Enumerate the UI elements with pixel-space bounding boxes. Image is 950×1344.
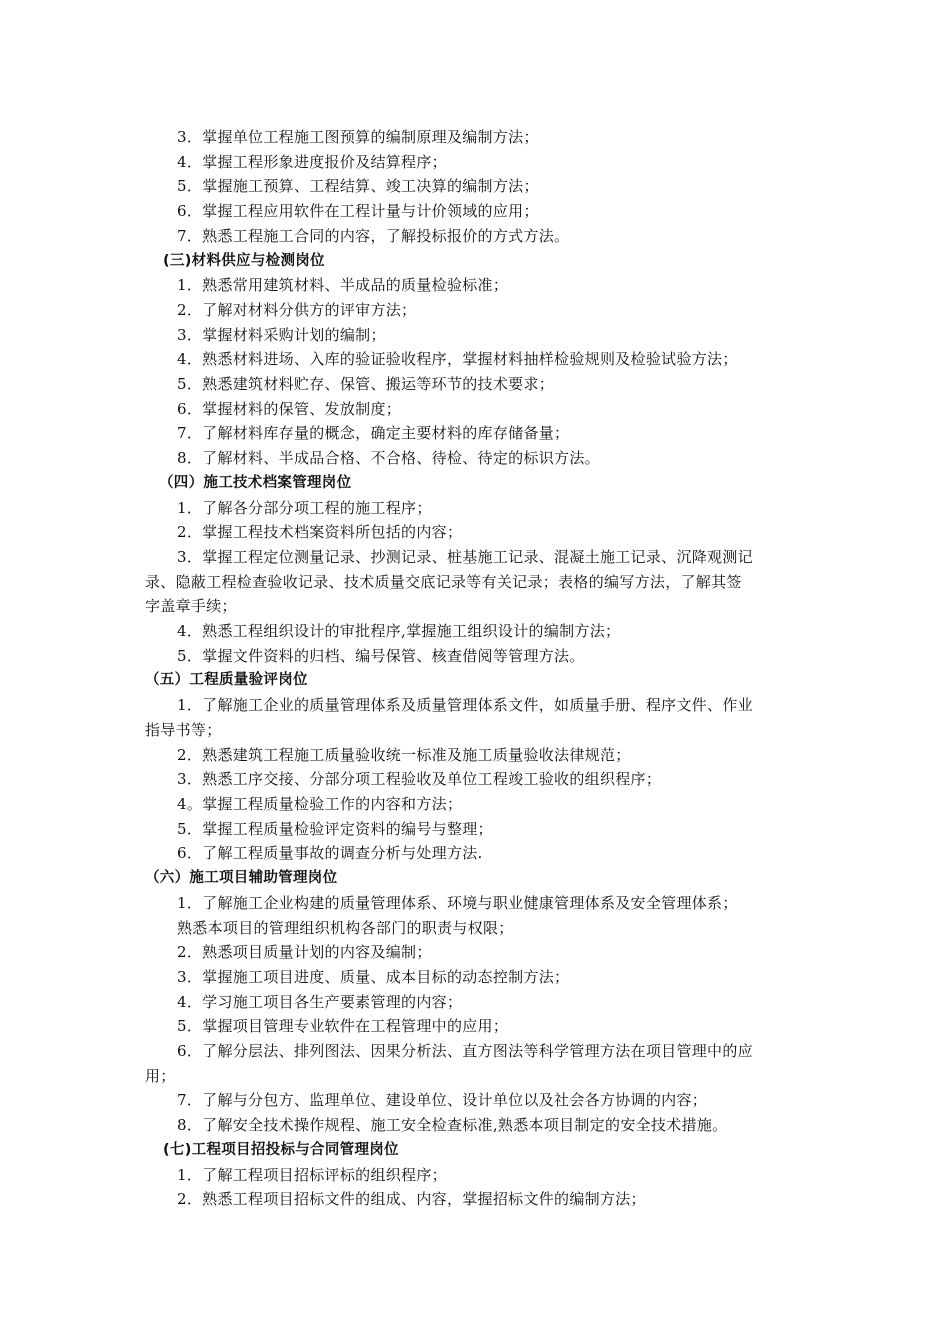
section-heading: （四）施工技术档案管理岗位 bbox=[159, 474, 352, 491]
list-item-continuation: 指导书等； bbox=[145, 720, 222, 739]
list-item: 8．了解材料、半成品合格、不合格、待检、待定的标识方法。 bbox=[177, 449, 600, 468]
list-item: 7．熟悉工程施工合同的内容，了解投标报价的方式方法。 bbox=[177, 226, 570, 245]
list-item: 5．掌握项目管理专业软件在工程管理中的应用； bbox=[177, 1017, 509, 1036]
list-item: 6．掌握工程应用软件在工程计量与计价领域的应用； bbox=[177, 202, 539, 221]
list-item: 4．熟悉工程组织设计的审批程序,掌握施工组织设计的编制方法； bbox=[177, 622, 621, 641]
list-item: 2．熟悉项目质量计划的内容及编制； bbox=[177, 943, 432, 962]
list-item-continuation: 熟悉本项目的管理组织机构各部门的职责与权限； bbox=[177, 918, 514, 937]
section-heading: (三)材料供应与检测岗位 bbox=[163, 252, 325, 269]
document-body bbox=[145, 125, 809, 1212]
list-item: 4。掌握工程质量检验工作的内容和方法； bbox=[177, 794, 463, 813]
list-item-continuation: 用； bbox=[145, 1066, 176, 1085]
list-item: 3．掌握施工项目进度、质量、成本目标的动态控制方法； bbox=[177, 967, 570, 986]
list-item: 6．了解工程质量事故的调查分析与处理方法. bbox=[177, 844, 483, 863]
list-item: 8．了解安全技术操作规程、施工安全检查标准,熟悉本项目制定的安全技术措施。 bbox=[177, 1116, 728, 1135]
list-item: 4．掌握工程形象进度报价及结算程序； bbox=[177, 152, 447, 171]
list-item: 1．了解施工企业构建的质量管理体系、环境与职业健康管理体系及安全管理体系； bbox=[177, 893, 738, 912]
list-item: 6．掌握材料的保管、发放制度； bbox=[177, 399, 402, 418]
list-item: 5．掌握施工预算、工程结算、竣工决算的编制方法； bbox=[177, 177, 539, 196]
list-item: 3．掌握单位工程施工图预算的编制原理及编制方法； bbox=[177, 128, 539, 146]
list-item: 6．了解分层法、排列图法、因果分析法、直方图法等科学管理方法在项目管理中的应 bbox=[177, 1042, 753, 1061]
section-heading: （六）施工项目辅助管理岗位 bbox=[145, 870, 338, 887]
list-item: 1．了解工程项目招标评标的组织程序； bbox=[177, 1165, 447, 1184]
list-item: 4．学习施工项目各生产要素管理的内容； bbox=[177, 992, 463, 1011]
list-item: 1．了解施工企业的质量管理体系及质量管理体系文件，如质量手册、程序文件、作业 bbox=[177, 696, 753, 715]
list-item: 1．了解各分部分项工程的施工程序； bbox=[177, 498, 432, 517]
list-item: 2．掌握工程技术档案资料所包括的内容； bbox=[177, 523, 463, 542]
list-item: 4．熟悉材料进场、入库的验证验收程序，掌握材料抽样检验规则及检验试验方法； bbox=[177, 350, 738, 369]
list-item-continuation: 录、隐蔽工程检查验收记录、技术质量交底记录等有关记录；表格的编写方法，了解其签 bbox=[145, 572, 742, 591]
list-item: 5．掌握文件资料的归档、编号保管、核查借阅等管理方法。 bbox=[177, 646, 585, 665]
list-item: 3．熟悉工序交接、分部分项工程验收及单位工程竣工验收的组织程序； bbox=[177, 770, 662, 789]
section-heading: （五）工程质量验评岗位 bbox=[145, 672, 308, 689]
list-item: 7．了解材料库存量的概念，确定主要材料的库存储备量； bbox=[177, 424, 570, 443]
list-item: 3．掌握材料采购计划的编制； bbox=[177, 325, 386, 344]
list-item-continuation: 字盖章手续； bbox=[145, 597, 237, 616]
list-item: 2．了解对材料分供方的评审方法； bbox=[177, 300, 417, 319]
list-item: 7．了解与分包方、监理单位、建设单位、设计单位以及社会各方协调的内容； bbox=[177, 1091, 708, 1110]
list-item: 3．掌握工程定位测量记录、抄测记录、桩基施工记录、混凝土施工记录、沉降观测记 bbox=[177, 547, 753, 566]
list-item: 2．熟悉建筑工程施工质量验收统一标准及施工质量验收法律规范； bbox=[177, 745, 631, 764]
list-item: 5．掌握工程质量检验评定资料的编号与整理； bbox=[177, 819, 493, 838]
list-item: 2．熟悉工程项目招标文件的组成、内容，掌握招标文件的编制方法； bbox=[177, 1190, 646, 1209]
section-heading: (七)工程项目招投标与合同管理岗位 bbox=[163, 1141, 399, 1158]
list-item: 5．熟悉建筑材料贮存、保管、搬运等环节的技术要求； bbox=[177, 375, 555, 394]
list-item: 1．熟悉常用建筑材料、半成品的质量检验标准； bbox=[177, 276, 509, 295]
